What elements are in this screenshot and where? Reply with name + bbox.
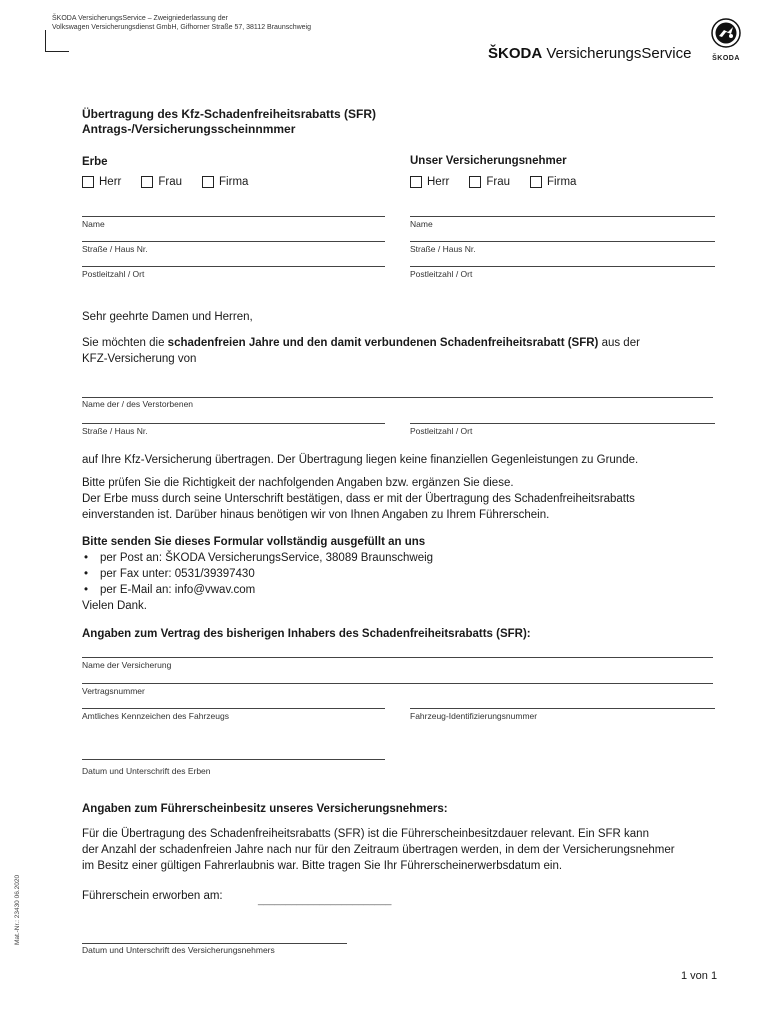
send-email[interactable]: • per E-Mail an: info@vwav.com xyxy=(77,582,682,598)
sender-line-1: ŠKODA VersicherungsService – Zweigniederlassung der xyxy=(52,15,228,22)
vin-field[interactable] xyxy=(410,708,715,709)
page-number: 1 von 1 xyxy=(681,970,718,982)
sender-line-2: Volkswagen Versicherungsdienst GmbH, Gifhorner Straße 57, 38112 Braunschweig xyxy=(52,24,312,31)
heir-name-field[interactable] xyxy=(82,216,385,217)
heir-zip-label: Postleitzahl / Ort xyxy=(82,269,145,279)
license-acquired-field[interactable]: ________________________ xyxy=(258,895,392,906)
send-title: Bitte senden Sie dieses Formular vollständig ausgefüllt an uns xyxy=(82,536,426,548)
heir-checkbox-firma[interactable]: Firma xyxy=(202,176,248,188)
policyholder-checkbox-herr[interactable]: Herr xyxy=(410,176,449,188)
contract-number-label: Vertragsnummer xyxy=(82,686,145,696)
logo-text: ŠKODA xyxy=(712,55,740,62)
fold-mark xyxy=(45,30,46,52)
heir-signature-field[interactable] xyxy=(82,759,385,760)
policyholder-signature-field[interactable] xyxy=(82,943,347,944)
document-title xyxy=(82,107,376,137)
policyholder-checkbox-firma[interactable]: Firma xyxy=(530,176,576,188)
insurer-field[interactable] xyxy=(82,657,713,658)
deceased-zip-field[interactable] xyxy=(410,423,715,424)
thanks: Vielen Dank. xyxy=(82,600,147,612)
policyholder-signature-label: Datum und Unterschrift des Versicherungsnehmers xyxy=(82,945,275,955)
heir-zip-field[interactable] xyxy=(82,266,385,267)
vin-label: Fahrzeug-Identifizierungsnummer xyxy=(410,711,538,721)
skoda-arrow-icon xyxy=(711,18,741,48)
policyholder-title: Unser Versicherungsnehmer xyxy=(410,155,567,167)
heir-title: Erbe xyxy=(82,156,108,168)
policyholder-salutation xyxy=(410,176,596,188)
brand-name: ŠKODA VersicherungsService xyxy=(488,45,692,62)
license-acquired-label: Führerschein erworben am: xyxy=(82,890,223,902)
contract-title: Angaben zum Vertrag des bisherigen Inhabers des Schadenfreiheitsrabatts (SFR): xyxy=(82,628,531,640)
plate-field[interactable] xyxy=(82,708,385,709)
sender-address xyxy=(52,14,311,32)
title-line-1: Übertragung des Kfz-Schadenfreiheitsrabatts (SFR) xyxy=(82,107,377,121)
deceased-name-label: Name der / des Verstorbenen xyxy=(82,399,194,409)
policyholder-zip-label: Postleitzahl / Ort xyxy=(410,269,473,279)
policyholder-name-label: Name xyxy=(410,219,433,229)
heir-salutation xyxy=(82,176,268,188)
deceased-name-field[interactable] xyxy=(82,397,713,398)
intro-text: Sie möchten die schadenfreien Jahre und den damit verbundenen Schadenfreiheitsrabatt (SFR) aus der KFZ-Versicherung von xyxy=(82,337,640,365)
policyholder-street-label: Straße / Haus Nr. xyxy=(410,244,476,254)
heir-checkbox-frau[interactable]: Frau xyxy=(141,176,182,188)
send-section xyxy=(82,534,682,614)
title-line-2: Antrags-/Versicherungsscheinnmmer xyxy=(82,122,296,136)
heir-street-field[interactable] xyxy=(82,241,385,242)
license-title: Angaben zum Führerscheinbesitz unseres Versicherungsnehmers: xyxy=(82,803,448,815)
deceased-street-field[interactable] xyxy=(82,423,385,424)
contract-number-field[interactable] xyxy=(82,683,713,684)
heir-street-label: Straße / Haus Nr. xyxy=(82,244,148,254)
material-number: Mat.-Nr.: 23430 06.2020 xyxy=(14,874,21,945)
send-fax: • per Fax unter: 0531/39397430 xyxy=(77,566,682,582)
skoda-logo xyxy=(706,18,746,62)
license-text: Für die Übertragung des Schadenfreiheitsrabatts (SFR) ist die Führerscheinbesitzdauer relevant. Ein SFR kann der Anzahl der schadenfreien Jahre nach nur für den Zeitraum übertragen werden, in dem der Versicherungsnehmer im Besitz einer gültigen Fahrerlaubnis war. Bitte tragen Sie Ihr Führerscheinerwerbsdatum ein. xyxy=(82,828,675,872)
insurer-label: Name der Versicherung xyxy=(82,660,172,670)
fold-mark xyxy=(45,51,69,52)
send-post: • per Post an: ŠKODA VersicherungsService, 38089 Braunschweig xyxy=(77,550,682,566)
policyholder-checkbox-frau[interactable]: Frau xyxy=(469,176,510,188)
greeting: Sehr geehrte Damen und Herren, xyxy=(82,311,253,323)
deceased-zip-label: Postleitzahl / Ort xyxy=(410,426,473,436)
plate-label: Amtliches Kennzeichen des Fahrzeugs xyxy=(82,711,229,721)
transfer-text: auf Ihre Kfz-Versicherung übertragen. Der Übertragung liegen keine finanziellen Gegenleistungen zu Grunde. xyxy=(82,454,639,466)
heir-name-label: Name xyxy=(82,219,105,229)
check-text: Bitte prüfen Sie die Richtigkeit der nachfolgenden Angaben bzw. ergänzen Sie diese. Der Erbe muss durch seine Unterschrift bestätigen, dass er mit der Übertragung des Schadenfreiheitsrabatts einverstanden ist. Darüber hinaus benötigen wir von Ihnen Angaben zu Ihrem Führerschein. xyxy=(82,477,635,521)
policyholder-name-field[interactable] xyxy=(410,216,715,217)
policyholder-zip-field[interactable] xyxy=(410,266,715,267)
policyholder-street-field[interactable] xyxy=(410,241,715,242)
heir-signature-label: Datum und Unterschrift des Erben xyxy=(82,766,211,776)
deceased-street-label: Straße / Haus Nr. xyxy=(82,426,148,436)
heir-checkbox-herr[interactable]: Herr xyxy=(82,176,121,188)
